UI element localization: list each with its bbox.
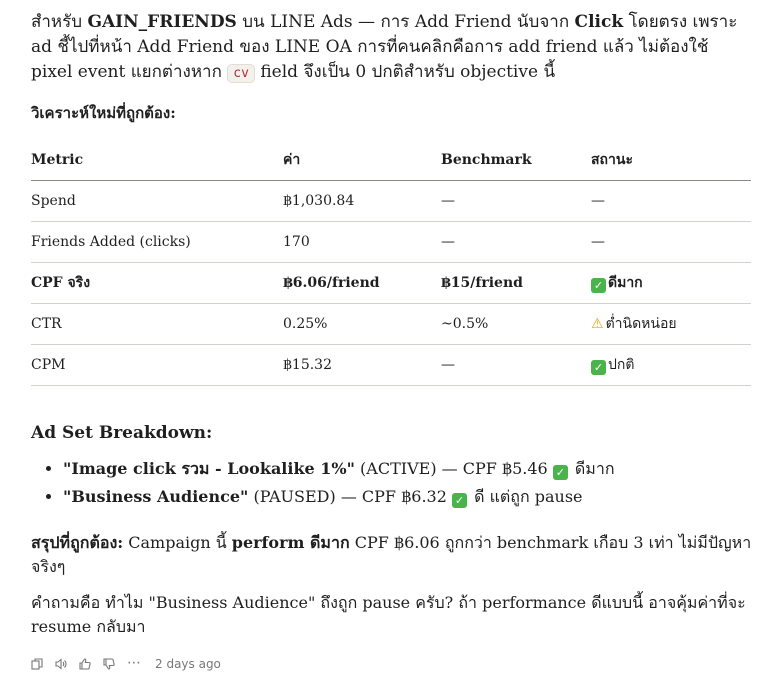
status-cell: ✓ ดีมาก bbox=[591, 263, 751, 304]
list-item: • "Business Audience" (PAUSED) — CPF ฿6.32 ✓ ดี แต่ถูก pause bbox=[63, 483, 752, 511]
metric-cell: Spend bbox=[31, 181, 283, 222]
timestamp: 2 days ago bbox=[155, 657, 221, 671]
col-header-status: สถานะ bbox=[591, 139, 751, 181]
analysis-heading: วิเคราะห์ใหม่ที่ถูกต้อง: bbox=[31, 104, 176, 122]
thumbs-up-icon[interactable] bbox=[79, 658, 91, 670]
summary-paragraph: สรุปที่ถูกต้อง: Campaign นี้ perform ดีมาก CPF ฿6.06 ถูกกว่า benchmark เกือบ 3 เท่า ไม่มีปัญหาจริงๆ bbox=[31, 533, 752, 576]
table-row bbox=[31, 345, 751, 386]
status-cell: ✓ ปกติ bbox=[591, 345, 751, 386]
benchmark-cell: — bbox=[441, 222, 591, 263]
warning-icon: ⚠ bbox=[591, 316, 604, 332]
list-item: • "Image click รวม - Lookalike 1%" (ACTIVE) — CPF ฿5.46 ✓ ดีมาก bbox=[63, 455, 752, 483]
check-mark-icon: ✓ bbox=[553, 465, 568, 480]
inline-code: cv bbox=[227, 64, 255, 83]
col-header-benchmark: Benchmark bbox=[441, 139, 591, 181]
message-actions bbox=[31, 657, 752, 671]
metrics-table bbox=[31, 139, 751, 386]
question-paragraph: คำถามคือ ทำไม "Business Audience" ถึงถูก pause ครับ? ถ้า performance ดีแบบนี้ อาจคุ้มค่าที่จะ resume กลับมา bbox=[31, 593, 746, 636]
status-cell: ⚠ ต่ำนิดหน่อย bbox=[591, 304, 751, 345]
status-cell: — bbox=[591, 181, 751, 222]
breakdown-heading: Ad Set Breakdown: bbox=[31, 423, 213, 443]
table-row bbox=[31, 263, 751, 304]
thumbs-down-icon[interactable] bbox=[103, 658, 115, 670]
value-cell: 0.25% bbox=[283, 304, 441, 345]
value-cell: ฿1,030.84 bbox=[283, 181, 441, 222]
check-mark-icon: ✓ bbox=[452, 493, 467, 508]
col-header-value: ค่า bbox=[283, 139, 441, 181]
metric-cell: CPM bbox=[31, 345, 283, 386]
check-mark-icon: ✓ bbox=[591, 360, 606, 375]
benchmark-cell: — bbox=[441, 345, 591, 386]
breakdown-list bbox=[31, 455, 752, 511]
intro-paragraph: สำหรับ GAIN_FRIENDS บน LINE Ads — การ Add Friend นับจาก Click โดยตรง เพราะ ad ชี้ไปที่หน้า Add Friend ของ LINE OA การที่คนคลิกคือการ add friend แล้ว ไม่ต้องใช้ pixel event แยกต่างหาก cv field จึงเป็น 0 ปกติสำหรับ objective นี้ bbox=[31, 12, 738, 82]
benchmark-cell: ~0.5% bbox=[441, 304, 591, 345]
copy-icon[interactable] bbox=[31, 658, 43, 670]
metric-cell: Friends Added (clicks) bbox=[31, 222, 283, 263]
value-cell: ฿15.32 bbox=[283, 345, 441, 386]
table-row bbox=[31, 304, 751, 345]
table-header-row bbox=[31, 139, 751, 181]
table-row bbox=[31, 222, 751, 263]
table-row bbox=[31, 181, 751, 222]
metric-cell: CPF จริง bbox=[31, 263, 283, 304]
speaker-icon[interactable] bbox=[55, 658, 67, 670]
more-icon[interactable]: ⋯ bbox=[127, 655, 141, 671]
click-word: Click bbox=[574, 12, 624, 32]
value-cell: 170 bbox=[283, 222, 441, 263]
metric-cell: CTR bbox=[31, 304, 283, 345]
benchmark-cell: ฿15/friend bbox=[441, 263, 591, 304]
objective-name: GAIN_FRIENDS bbox=[87, 12, 237, 32]
col-header-metric: Metric bbox=[31, 139, 283, 181]
value-cell: ฿6.06/friend bbox=[283, 263, 441, 304]
status-cell: — bbox=[591, 222, 751, 263]
check-mark-icon: ✓ bbox=[591, 278, 606, 293]
benchmark-cell: — bbox=[441, 181, 591, 222]
